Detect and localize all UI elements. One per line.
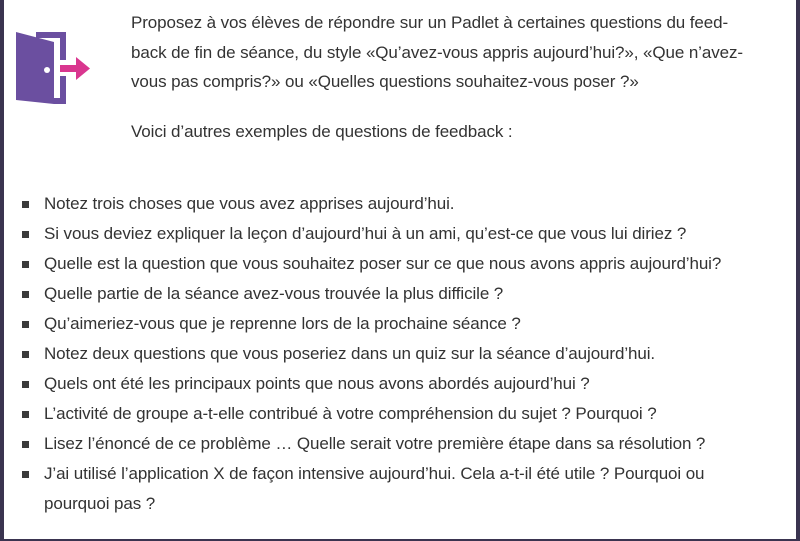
list-item [20,459,790,519]
list-item-text: Notez deux questions que vous poseriez dans un quiz sur la séance d’aujourd’hui. [44,344,656,363]
frame-left-border [0,0,4,541]
list-item [20,399,790,429]
bullet-icon [22,411,29,418]
list-item [20,219,790,249]
intro-text [131,8,786,146]
list-item-text: Quels ont été les principaux points que nous avons abordés aujourd’hui ? [44,374,590,393]
bullet-icon [22,201,29,208]
list-item-text: Lisez l’énoncé de ce problème … Quelle serait votre première étape dans sa résolution ? [44,434,706,453]
list-item [20,429,790,459]
intro-paragraph [131,8,786,97]
bullet-icon [22,351,29,358]
feedback-question-list [20,189,790,519]
list-item-text: J’ai utilisé l’application X de façon intensive aujourd’hui. Cela a-t-il été utile ? Pourquoi ou [44,464,705,483]
list-item-text: Notez trois choses que vous avez apprises aujourd’hui. [44,194,455,213]
intro-subtitle: Voici d’autres exemples de questions de feedback : [131,121,513,141]
intro-line-3: vous pas compris?» ou «Quelles questions souhaitez-vous poser ?» [131,72,639,91]
frame-right-border [796,0,800,541]
list-item [20,369,790,399]
list-item [20,189,790,219]
list-item-text: L’activité de groupe a-t-elle contribué à votre compréhension du sujet ? Pourquoi ? [44,404,657,423]
list-item [20,339,790,369]
list-item-text: Quelle partie de la séance avez-vous trouvée la plus difficile ? [44,284,504,303]
bullet-icon [22,261,29,268]
intro-line-1: Proposez à vos élèves de répondre sur un Padlet à certaines questions du feed- [131,13,729,32]
bullet-icon [22,321,29,328]
bullet-icon [22,381,29,388]
list-item [20,279,790,309]
list-item [20,309,790,339]
list-item-text: Qu’aimeriez-vous que je reprenne lors de la prochaine séance ? [44,314,521,333]
bullet-icon [22,471,29,478]
list-item [20,249,790,279]
list-item-text-continued: pourquoi pas ? [44,494,156,513]
exit-door-icon [14,30,92,106]
bullet-icon [22,441,29,448]
intro-line-2: back de fin de séance, du style «Qu’avez-vous appris aujourd’hui?», «Que n’avez- [131,42,743,62]
list-item-text: Quelle est la question que vous souhaitez poser sur ce que nous avons appris aujourd’hui? [44,254,722,273]
bullet-icon [22,231,29,238]
bullet-icon [22,291,29,298]
list-item-text: Si vous deviez expliquer la leçon d’aujourd’hui à un ami, qu’est-ce que vous lui diriez ? [44,224,687,243]
